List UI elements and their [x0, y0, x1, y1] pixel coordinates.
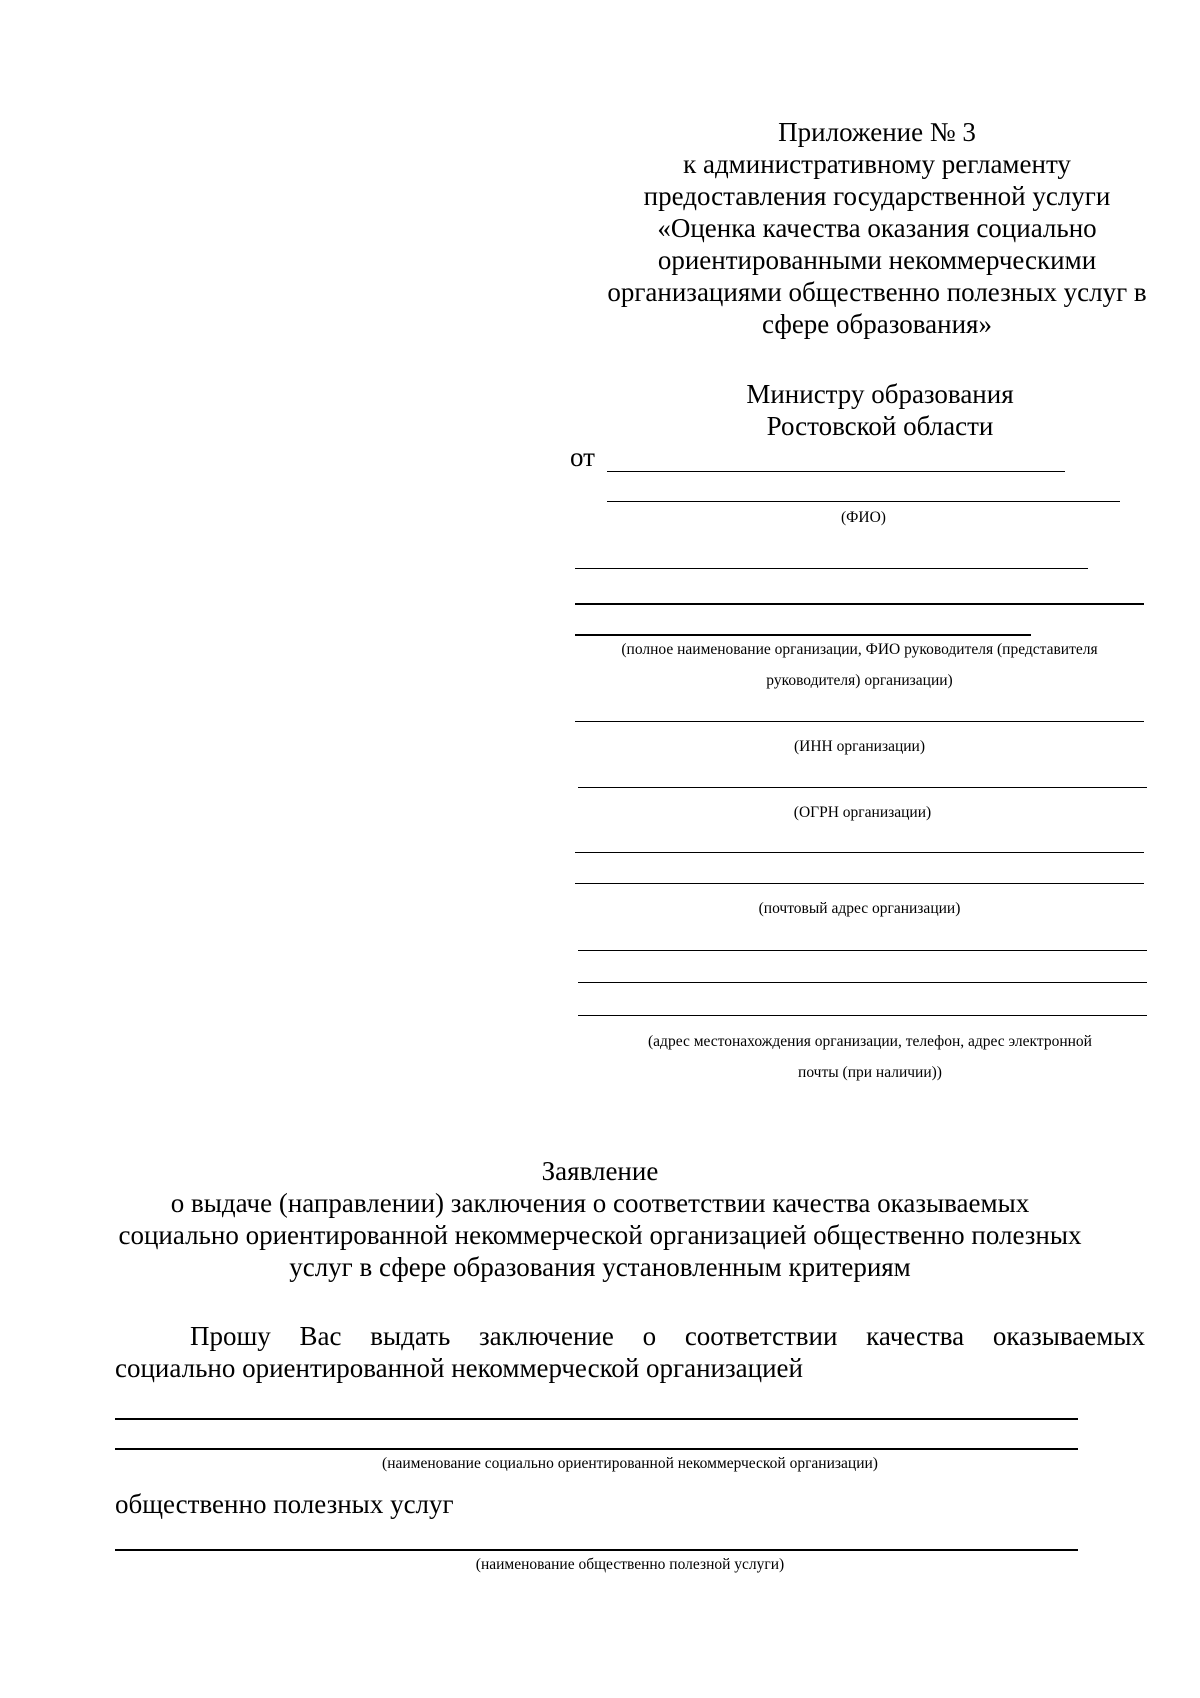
appendix-line: организациями общественно полезных услуг в	[607, 277, 1147, 307]
org-name-field-line-1[interactable]	[575, 568, 1088, 569]
ogrn-caption: (ОГРН организации)	[793, 804, 932, 821]
appendix-number: Приложение № 3	[778, 117, 976, 147]
appendix-line: ориентированными некоммерческими	[657, 245, 1097, 275]
appendix-line: к административному регламенту	[683, 149, 1071, 179]
org-name-field-line-3[interactable]	[575, 634, 1031, 636]
location-caption: почты (при наличии))	[798, 1064, 942, 1081]
nko-name-caption: (наименование социально ориентированной некоммерческой организации)	[382, 1455, 878, 1472]
request-word: качества	[866, 1321, 965, 1351]
request-word: оказываемых	[992, 1321, 1145, 1351]
request-paragraph-line-1	[190, 1320, 1145, 1352]
location-field-line-1[interactable]	[578, 950, 1147, 951]
request-paragraph-line-2: социально ориентированной некоммерческой организацией	[115, 1353, 803, 1383]
request-word: Прошу	[190, 1321, 271, 1351]
request-word: о	[642, 1321, 657, 1351]
appendix-header	[577, 116, 1177, 340]
fio-caption: (ФИО)	[841, 509, 886, 526]
from-label: от	[570, 442, 595, 472]
statement-heading	[60, 1155, 1140, 1283]
appendix-line: предоставления государственной услуги	[643, 181, 1111, 211]
fio-field-line-2[interactable]	[607, 501, 1120, 502]
location-field-line-3[interactable]	[578, 1015, 1147, 1016]
statement-subtitle-line: социально ориентированной некоммерческой организацией общественно полезных	[118, 1220, 1082, 1250]
inn-caption: (ИНН организации)	[794, 738, 925, 755]
statement-subtitle-line: о выдаче (направлении) заключения о соответствии качества оказываемых	[170, 1188, 1030, 1218]
statement-title: Заявление	[541, 1156, 659, 1186]
addressee	[640, 378, 1120, 442]
service-name-field-line[interactable]	[115, 1549, 1078, 1551]
request-word: Вас	[299, 1321, 342, 1351]
postal-address-field-line-2[interactable]	[575, 883, 1144, 884]
services-label: общественно полезных услуг	[115, 1489, 454, 1519]
ogrn-field-line[interactable]	[578, 787, 1147, 788]
org-name-caption: (полное наименование организации, ФИО руководителя (представителя	[621, 641, 1098, 658]
request-word: соответствии	[684, 1321, 838, 1351]
appendix-line: сфере образования»	[762, 309, 992, 339]
request-word: заключение	[479, 1321, 614, 1351]
nko-name-field-line-2[interactable]	[115, 1448, 1078, 1450]
addressee-line: Ростовской области	[766, 411, 994, 441]
statement-subtitle-line: услуг в сфере образования установленным критериям	[289, 1252, 911, 1282]
addressee-line: Министру образования	[746, 379, 1014, 409]
postal-address-caption: (почтовый адрес организации)	[758, 900, 961, 917]
request-word: выдать	[370, 1321, 451, 1351]
nko-name-field-line-1[interactable]	[115, 1418, 1078, 1420]
service-name-caption: (наименование общественно полезной услуги)	[475, 1556, 785, 1573]
inn-field-line[interactable]	[575, 721, 1144, 722]
org-name-field-line-2[interactable]	[575, 603, 1144, 605]
location-field-line-2[interactable]	[578, 982, 1147, 983]
postal-address-field-line-1[interactable]	[575, 852, 1144, 853]
org-name-caption: руководителя) организации)	[766, 672, 953, 689]
location-caption: (адрес местонахождения организации, телефон, адрес электронной	[648, 1033, 1092, 1050]
fio-field-line-1[interactable]	[607, 471, 1065, 472]
appendix-line: «Оценка качества оказания социально	[657, 213, 1097, 243]
